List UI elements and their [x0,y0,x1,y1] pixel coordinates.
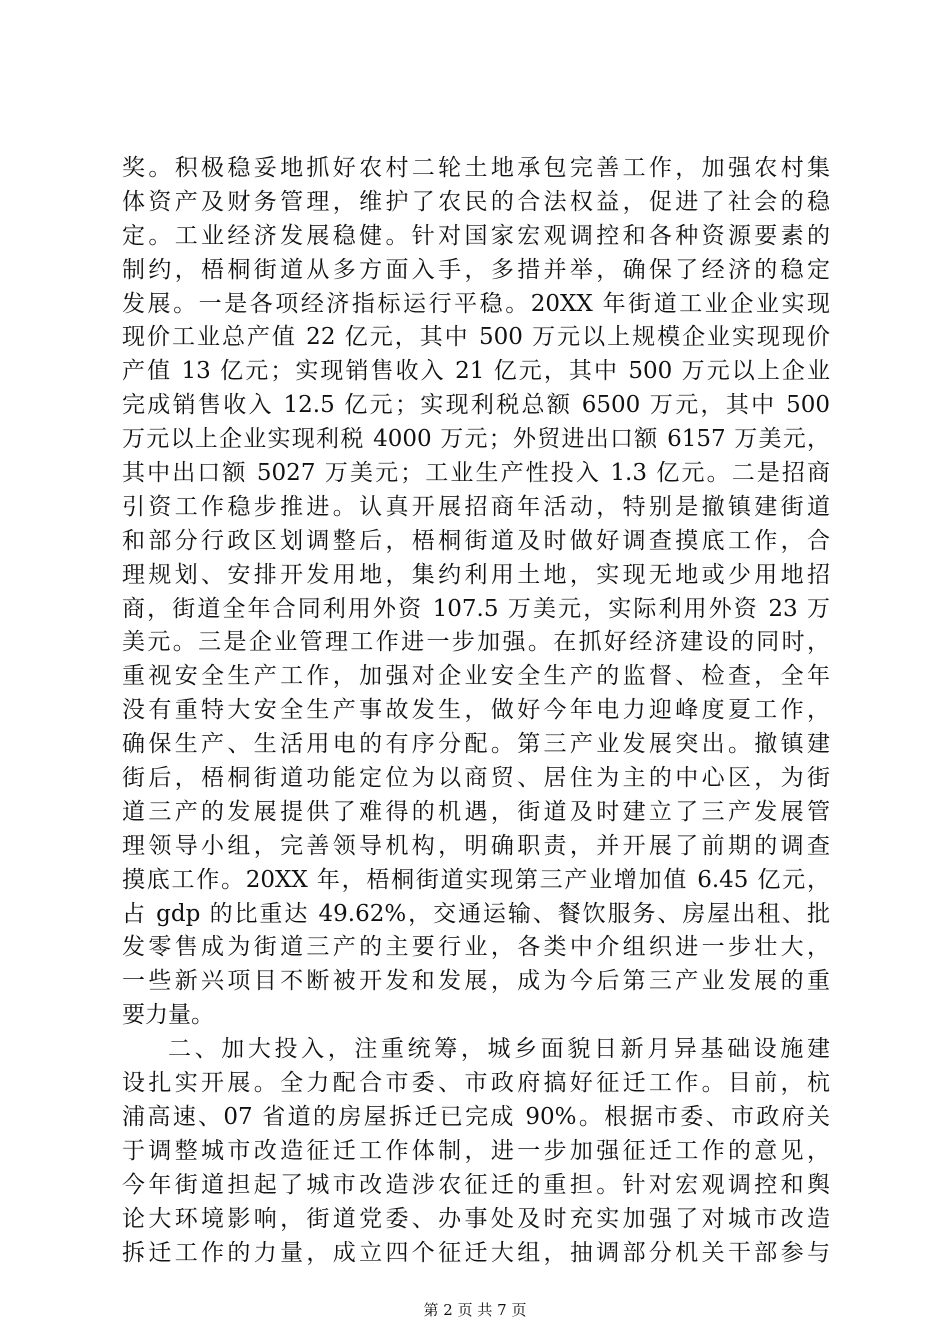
text-line: 理领导小组，完善领导机构，明确职责，并开展了前期的调查 [122,832,830,859]
text-line: 论大环境影响，街道党委、办事处及时充实加强了对城市改造 [122,1205,830,1232]
text-line: 占 gdp 的比重达 49.62%，交通运输、餐饮服务、房屋出租、批 [122,900,830,927]
text-line: 其中出口额 5027 万美元；工业生产性投入 1.3 亿元。二是招商 [122,460,830,487]
text-line: 引资工作稳步推进。认真开展招商年活动，特别是撤镇建街道 [122,493,830,520]
text-line: 重视安全生产工作，加强对企业安全生产的监督、检查，全年 [122,663,830,690]
text-line: 美元。三是企业管理工作进一步加强。在抓好经济建设的同时， [122,629,830,656]
text-line: 于调整城市改造征迁工作体制，进一步加强征迁工作的意见， [122,1137,830,1164]
text-line: 发零售成为街道三产的主要行业，各类中介组织进一步壮大， [122,934,830,961]
text-line: 拆迁工作的力量，成立四个征迁大组，抽调部分机关干部参与 [122,1239,830,1266]
text-line: 一些新兴项目不断被开发和发展，成为今后第三产业发展的重 [122,968,830,995]
text-line: 理规划、安排开发用地，集约利用土地，实现无地或少用地招 [122,561,830,588]
text-line: 万元以上企业实现利税 4000 万元；外贸进出口额 6157 万美元， [122,426,830,453]
text-line: 摸底工作。20XX 年，梧桐街道实现第三产业增加值 6.45 亿元， [122,866,830,893]
text-line: 发展。一是各项经济指标运行平稳。20XX 年街道工业企业实现 [122,290,830,317]
text-line: 浦高速、07 省道的房屋拆迁已完成 90%。根据市委、市政府关 [122,1103,830,1130]
text-line: 和部分行政区划调整后，梧桐街道及时做好调查摸底工作，合 [122,527,830,554]
text-line: 今年街道担起了城市改造涉农征迁的重担。针对宏观调控和舆 [122,1171,830,1198]
page-footer: 第 2 页 共 7 页 [423,1301,527,1319]
text-line: 没有重特大安全生产事故发生，做好今年电力迎峰度夏工作， [122,697,830,724]
text-line: 产值 13 亿元；实现销售收入 21 亿元，其中 500 万元以上企业 [122,358,830,385]
text-line: 体资产及财务管理，维护了农民的合法权益，促进了社会的稳 [122,188,830,215]
body-text [122,152,830,1270]
text-line: 二、加大投入，注重统筹，城乡面貌日新月异基础设施建 [168,1036,830,1063]
text-line: 街后，梧桐街道功能定位为以商贸、居住为主的中心区，为街 [122,765,830,792]
text-line: 制约，梧桐街道从多方面入手，多措并举，确保了经济的稳定 [122,256,830,283]
text-line: 设扎实开展。全力配合市委、市政府搞好征迁工作。目前，杭 [122,1070,830,1097]
text-line: 确保生产、生活用电的有序分配。第三产业发展突出。撤镇建 [122,731,830,758]
text-line: 商，街道全年合同利用外资 107.5 万美元，实际利用外资 23 万 [122,595,830,622]
text-line: 现价工业总产值 22 亿元，其中 500 万元以上规模企业实现现价 [122,324,830,351]
text-line: 奖。积极稳妥地抓好农村二轮土地承包完善工作，加强农村集 [122,155,830,181]
text-line: 要力量。 [122,1002,214,1029]
text-line: 定。工业经济发展稳健。针对国家宏观调控和各种资源要素的 [122,222,830,249]
text-line: 道三产的发展提供了难得的机遇，街道及时建立了三产发展管 [122,798,830,825]
text-line: 完成销售收入 12.5 亿元；实现利税总额 6500 万元，其中 500 [122,392,830,419]
